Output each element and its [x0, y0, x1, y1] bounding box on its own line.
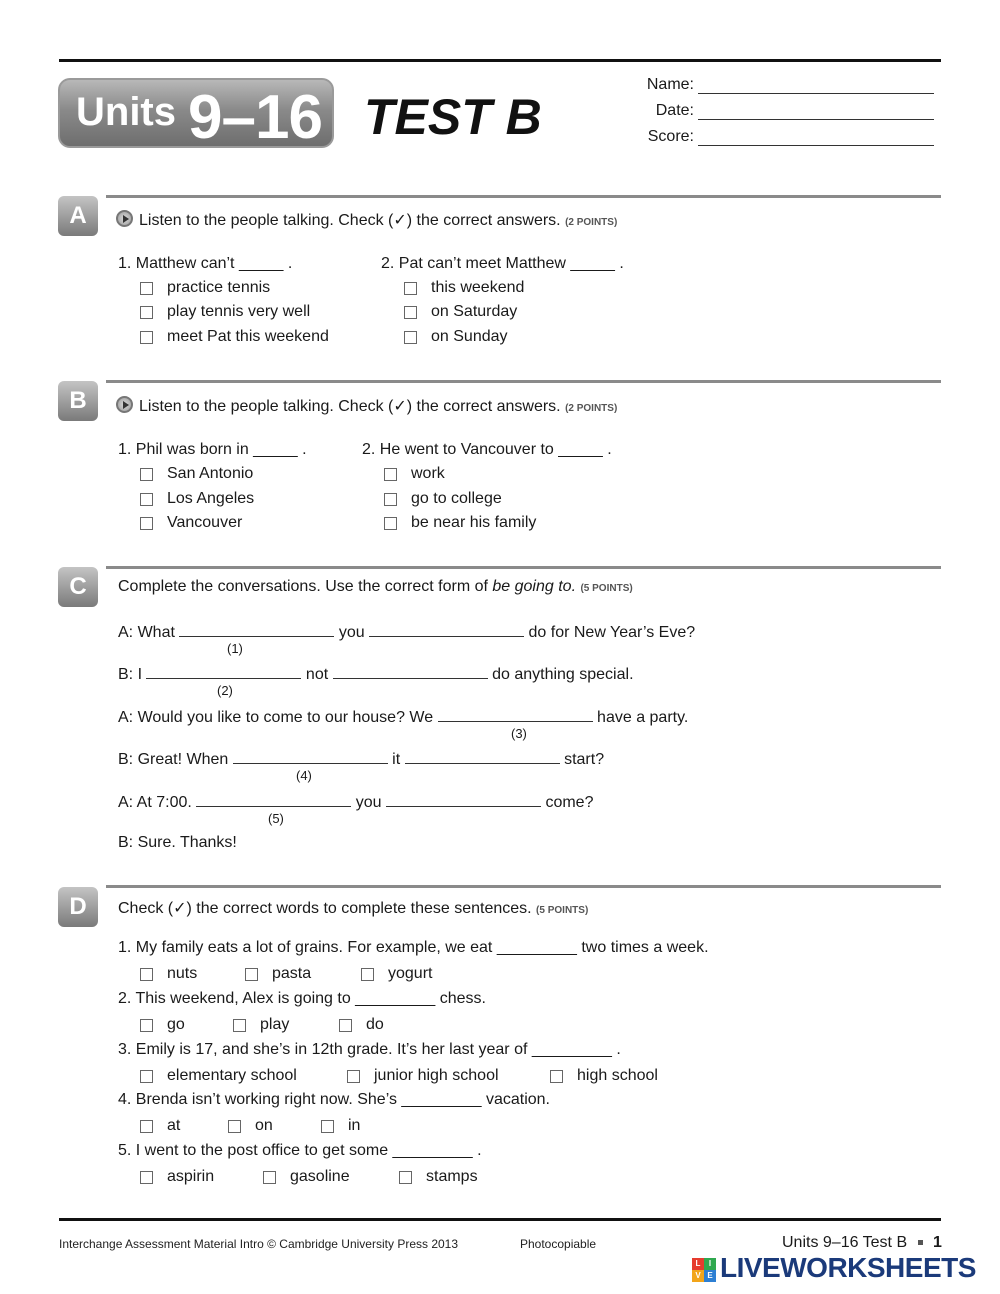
d-q3-opt1[interactable] — [140, 1067, 297, 1085]
b-q2-opt3[interactable] — [384, 514, 536, 532]
c-text: have a party. — [597, 709, 689, 726]
checkbox[interactable] — [140, 968, 153, 981]
date-line[interactable] — [698, 105, 934, 120]
c-line-3 — [118, 707, 688, 727]
blank-input[interactable] — [233, 749, 388, 764]
option-label: on — [255, 1117, 273, 1134]
option-label: go to college — [411, 490, 502, 507]
d-q2-stem: 2. This weekend, Alex is going to _________ chess. — [118, 990, 486, 1007]
d-q3-opt2[interactable] — [347, 1067, 499, 1085]
page-label-text: Units 9–16 Test B — [782, 1234, 908, 1251]
c-number-5: (5) — [268, 811, 284, 826]
d-q4-opt2[interactable] — [228, 1117, 273, 1135]
section-c-rule — [106, 566, 941, 569]
c-number-3: (3) — [511, 726, 527, 741]
c-line-2 — [118, 664, 634, 684]
logo-tile: L — [692, 1258, 704, 1270]
a-q2-opt3[interactable] — [404, 328, 508, 346]
option-label: gasoline — [290, 1168, 350, 1185]
option-label: practice tennis — [167, 279, 271, 296]
name-line[interactable] — [698, 79, 934, 94]
checkbox[interactable] — [263, 1171, 276, 1184]
bottom-rule — [59, 1218, 941, 1221]
score-line[interactable] — [698, 131, 934, 146]
c-text: not — [305, 666, 329, 683]
checkbox[interactable] — [384, 493, 397, 506]
option-label: San Antonio — [167, 465, 254, 482]
separator-dot — [918, 1240, 923, 1245]
c-text: A: What — [118, 624, 175, 641]
section-a-rule — [106, 195, 941, 198]
d-q1-opt3[interactable] — [361, 965, 432, 983]
option-label: this weekend — [431, 279, 525, 296]
a-q1-opt3[interactable] — [140, 328, 329, 346]
d-q5-stem: 5. I went to the post office to get some _________ . — [118, 1142, 482, 1159]
section-d-rule — [106, 885, 941, 888]
c-line-4 — [118, 749, 604, 769]
b-q2-opt1[interactable] — [384, 465, 445, 483]
section-b-instruction-text: Listen to the people talking. Check (✓) the correct answers. — [139, 398, 561, 415]
a-q2-opt2[interactable] — [404, 303, 517, 321]
d-q2-opt1[interactable] — [140, 1016, 185, 1034]
d-q4-stem: 4. Brenda isn’t working right now. She’s _________ vacation. — [118, 1091, 550, 1108]
section-b-rule — [106, 380, 941, 383]
page-number: 1 — [933, 1234, 942, 1251]
c-text: you — [355, 794, 382, 811]
checkbox[interactable] — [140, 468, 153, 481]
checkbox[interactable] — [339, 1019, 352, 1032]
option-label: at — [167, 1117, 181, 1134]
d-q2-opt3[interactable] — [339, 1016, 384, 1034]
b-q1-opt3[interactable] — [140, 514, 242, 532]
liveworksheets-brand[interactable]: LIVEWORKSHEETS — [720, 1252, 976, 1283]
option-label: be near his family — [411, 514, 537, 531]
a-q1-stem: 1. Matthew can’t _____ . — [118, 255, 293, 272]
blank-input[interactable] — [179, 622, 334, 637]
checkbox[interactable] — [245, 968, 258, 981]
section-b-points: (2 POINTS) — [565, 403, 618, 414]
option-label: junior high school — [374, 1067, 499, 1084]
d-q3-opt3[interactable] — [550, 1067, 658, 1085]
section-c-points: (5 POINTS) — [580, 583, 633, 594]
logo-tile: I — [704, 1258, 716, 1270]
c-text: A: At 7:00. — [118, 794, 192, 811]
section-c-instruction-text: Complete the conversations. Use the correct form of — [118, 578, 493, 595]
d-q5-opt1[interactable] — [140, 1168, 214, 1186]
option-label: play — [260, 1016, 290, 1033]
top-rule — [59, 59, 941, 62]
audio-play-icon[interactable] — [116, 396, 133, 413]
checkbox[interactable] — [321, 1120, 334, 1133]
section-a-instruction-text: Listen to the people talking. Check (✓) the correct answers. — [139, 212, 561, 229]
copyright-text: Interchange Assessment Material Intro © Cambridge University Press 2013 — [59, 1237, 459, 1251]
name-field[interactable] — [646, 76, 934, 94]
a-q2-stem: 2. Pat can’t meet Matthew _____ . — [381, 255, 624, 272]
option-label: in — [348, 1117, 361, 1134]
units-range: 9–16 — [188, 83, 322, 152]
section-b-badge: B — [58, 381, 98, 421]
c-text: you — [338, 624, 365, 641]
checkbox[interactable] — [228, 1120, 241, 1133]
checkbox[interactable] — [233, 1019, 246, 1032]
score-label: Score: — [647, 128, 694, 145]
d-q4-opt3[interactable] — [321, 1117, 360, 1135]
units-badge — [58, 78, 334, 152]
option-label: on Saturday — [431, 303, 518, 320]
section-c-instruction-em: be going to. — [492, 578, 577, 595]
section-c-badge: C — [58, 567, 98, 607]
d-q2-opt2[interactable] — [233, 1016, 289, 1034]
c-number-2: (2) — [217, 683, 233, 698]
checkbox[interactable] — [384, 468, 397, 481]
c-text: B: Great! When — [118, 751, 229, 768]
c-number-1: (1) — [227, 641, 243, 656]
option-label: pasta — [272, 965, 312, 982]
b-q1-opt2[interactable] — [140, 490, 254, 508]
option-label: on Sunday — [431, 328, 508, 345]
checkbox[interactable] — [384, 517, 397, 530]
c-text: do for New Year’s Eve? — [528, 624, 696, 641]
option-label: stamps — [426, 1168, 478, 1185]
checkbox[interactable] — [140, 1120, 153, 1133]
date-field[interactable] — [646, 102, 934, 120]
blank-input[interactable] — [369, 622, 524, 637]
option-label: go — [167, 1016, 185, 1033]
section-d-badge: D — [58, 887, 98, 927]
b-q1-stem: 1. Phil was born in _____ . — [118, 441, 307, 458]
checkbox[interactable] — [399, 1171, 412, 1184]
checkbox[interactable] — [404, 282, 417, 295]
option-label: nuts — [167, 965, 198, 982]
section-a-points: (2 POINTS) — [565, 217, 618, 228]
section-a-badge: A — [58, 196, 98, 236]
c-text: it — [392, 751, 401, 768]
checkbox[interactable] — [140, 517, 153, 530]
option-label: meet Pat this weekend — [167, 328, 329, 345]
checkbox[interactable] — [140, 1171, 153, 1184]
option-label: Vancouver — [167, 514, 243, 531]
blank-input[interactable] — [333, 664, 488, 679]
c-text: come? — [545, 794, 594, 811]
c-line-5 — [118, 792, 593, 812]
photocopiable-text: Photocopiable — [520, 1237, 597, 1251]
a-q2-opt1[interactable] — [404, 279, 524, 297]
checkbox[interactable] — [140, 282, 153, 295]
c-text: B: I — [118, 666, 143, 683]
c-line-1 — [118, 622, 695, 642]
checkbox[interactable] — [404, 306, 417, 319]
section-a-instruction — [116, 210, 617, 230]
a-q1-opt1[interactable] — [140, 279, 270, 297]
liveworksheets-logo-icon — [692, 1258, 716, 1282]
checkbox[interactable] — [550, 1070, 563, 1083]
audio-play-icon[interactable] — [116, 210, 133, 227]
checkbox[interactable] — [140, 331, 153, 344]
option-label: high school — [577, 1067, 658, 1084]
d-q1-opt2[interactable] — [245, 965, 311, 983]
page-label — [782, 1234, 942, 1252]
logo-tile: V — [692, 1270, 704, 1282]
option-label: yogurt — [388, 965, 433, 982]
b-q1-opt1[interactable] — [140, 465, 253, 483]
option-label: work — [411, 465, 445, 482]
checkbox[interactable] — [140, 1019, 153, 1032]
name-label: Name: — [646, 76, 694, 93]
units-word: Units — [76, 90, 176, 134]
d-q1-opt1[interactable] — [140, 965, 197, 983]
date-label: Date: — [655, 102, 694, 119]
option-label: play tennis very well — [167, 303, 311, 320]
blank-input[interactable] — [405, 749, 560, 764]
option-label: Los Angeles — [167, 490, 255, 507]
b-q2-stem: 2. He went to Vancouver to _____ . — [362, 441, 612, 458]
section-b-instruction — [116, 396, 617, 416]
section-c-instruction — [118, 578, 633, 596]
test-title: TEST B — [364, 89, 542, 145]
blank-input[interactable] — [146, 664, 301, 679]
section-d-instruction-text: Check (✓) the correct words to complete these sentences. — [118, 900, 532, 917]
option-label: do — [366, 1016, 384, 1033]
checkbox[interactable] — [347, 1070, 360, 1083]
c-text: start? — [564, 751, 605, 768]
d-q5-opt2[interactable] — [263, 1168, 350, 1186]
section-d-points: (5 POINTS) — [536, 905, 589, 916]
c-text: A: Would you like to come to our house? We — [118, 709, 434, 726]
b-q2-opt2[interactable] — [384, 490, 502, 508]
checkbox[interactable] — [404, 331, 417, 344]
blank-input[interactable] — [196, 792, 351, 807]
score-field[interactable] — [646, 128, 934, 146]
a-q1-opt2[interactable] — [140, 303, 310, 321]
option-label: elementary school — [167, 1067, 297, 1084]
checkbox[interactable] — [361, 968, 374, 981]
c-line-6: B: Sure. Thanks! — [118, 834, 237, 851]
d-q4-opt1[interactable] — [140, 1117, 180, 1135]
logo-tile: E — [704, 1270, 716, 1282]
section-d-instruction — [118, 898, 588, 918]
checkbox[interactable] — [140, 306, 153, 319]
d-q5-opt3[interactable] — [399, 1168, 478, 1186]
d-q3-stem: 3. Emily is 17, and she’s in 12th grade. It’s her last year of _________ . — [118, 1041, 621, 1058]
checkbox[interactable] — [140, 493, 153, 506]
option-label: aspirin — [167, 1168, 215, 1185]
c-text: do anything special. — [492, 666, 634, 683]
c-number-4: (4) — [296, 768, 312, 783]
blank-input[interactable] — [438, 707, 593, 722]
d-q1-stem: 1. My family eats a lot of grains. For example, we eat _________ two times a week. — [118, 939, 709, 956]
checkbox[interactable] — [140, 1070, 153, 1083]
blank-input[interactable] — [386, 792, 541, 807]
